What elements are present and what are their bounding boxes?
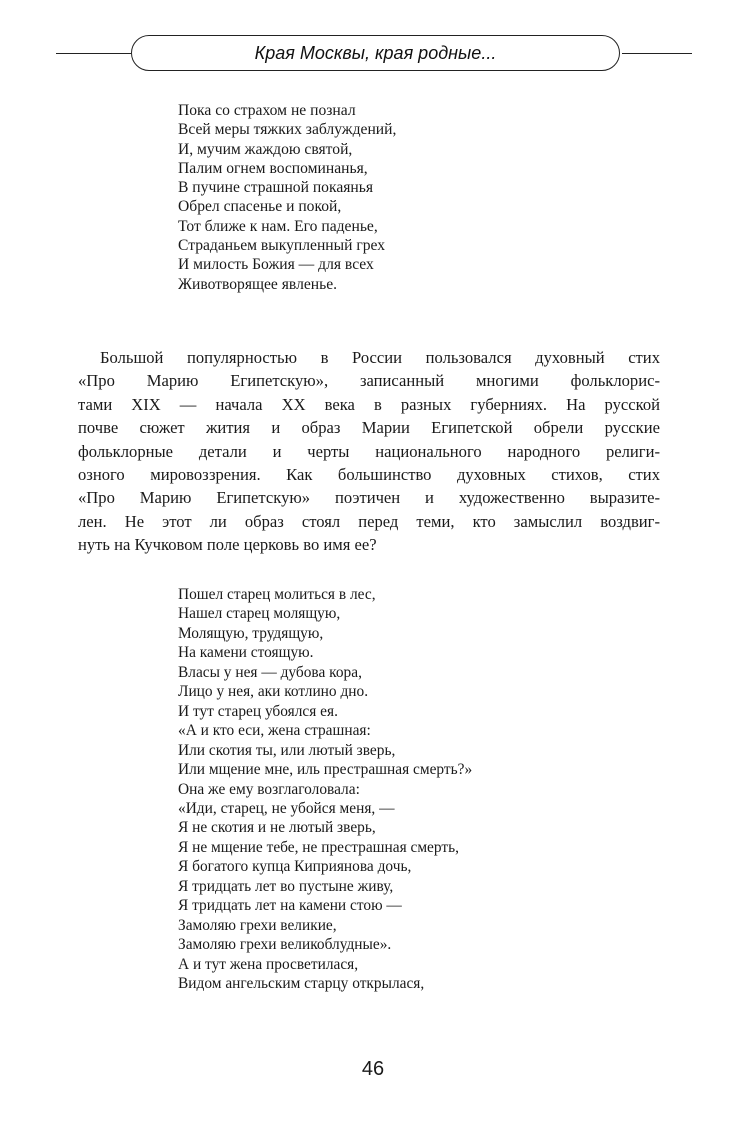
paragraph-line: нуть на Кучковом поле церковь во имя ее? bbox=[78, 535, 377, 555]
poem-stanza-2 bbox=[178, 585, 472, 994]
verse-line: Замоляю грехи великие, bbox=[178, 916, 337, 934]
verse-line: Нашел старец молящую, bbox=[178, 605, 341, 623]
verse-line: Она же ему возглаголовала: bbox=[178, 780, 360, 798]
verse-line: «А и кто еси, жена страшная: bbox=[178, 722, 371, 740]
body-paragraph bbox=[78, 346, 660, 557]
verse-line: Животворящее явленье. bbox=[178, 275, 338, 293]
paragraph-line: Большой популярностью в России пользовался духовный стих bbox=[100, 348, 660, 367]
paragraph-line: лен. Не этот ли образ стоял перед теми, кто замыслил воздвиг- bbox=[78, 511, 660, 531]
paragraph-line: тами XIX — начала XX века в разных губерниях. На русской bbox=[78, 394, 660, 414]
verse-line: Обрел спасенье и покой, bbox=[178, 198, 342, 216]
paragraph-line: почве сюжет жития и образ Марии Египетской обрели русские bbox=[78, 418, 660, 438]
verse-line: Я не мщение тебе, не престрашная смерть, bbox=[178, 838, 459, 856]
running-title: Края Москвы, края родные... bbox=[131, 35, 620, 71]
header-rule-left bbox=[56, 53, 131, 54]
verse-line: И тут старец убоялся ея. bbox=[178, 702, 338, 720]
paragraph-line: «Про Марию Египетскую», записанный многими фольклорис- bbox=[78, 371, 660, 391]
verse-line: Я тридцать лет на камени стою — bbox=[178, 897, 402, 915]
verse-line: Лицо у нея, аки котлино дно. bbox=[178, 683, 369, 701]
verse-line: Я богатого купца Киприянова дочь, bbox=[178, 858, 412, 876]
verse-line: Или скотия ты, или лютый зверь, bbox=[178, 741, 396, 759]
paragraph-line: фольклорные детали и черты национального народного религи- bbox=[78, 441, 660, 461]
verse-line: Замоляю грехи великоблудные». bbox=[178, 936, 392, 954]
paragraph-line: озного мировоззрения. Как большинство духовных стихов, стих bbox=[78, 465, 660, 485]
paragraph-line: «Про Марию Египетскую» поэтичен и художественно выразите- bbox=[78, 488, 660, 508]
verse-line: И, мучим жаждою святой, bbox=[178, 140, 353, 158]
poem-stanza-1 bbox=[178, 101, 396, 294]
header-rule-right bbox=[622, 53, 692, 54]
verse-line: Власы у нея — дубова кора, bbox=[178, 663, 362, 681]
verse-line: А и тут жена просветилася, bbox=[178, 955, 359, 973]
verse-line: Я тридцать лет во пустыне живу, bbox=[178, 877, 394, 895]
verse-line: Или мщение мне, иль престрашная смерть?» bbox=[178, 761, 473, 779]
verse-line: «Иди, старец, не убойся меня, — bbox=[178, 799, 395, 817]
running-header bbox=[56, 33, 692, 75]
verse-line: Палим огнем воспоминанья, bbox=[178, 159, 368, 177]
verse-line: Я не скотия и не лютый зверь, bbox=[178, 819, 376, 837]
verse-line: В пучине страшной покаянья bbox=[178, 179, 374, 197]
page-number: 46 bbox=[361, 1058, 385, 1080]
verse-line: Видом ангельским старцу открылася, bbox=[178, 975, 425, 993]
verse-line: Пока со страхом не познал bbox=[178, 102, 356, 119]
verse-line: Пошел старец молиться в лес, bbox=[178, 586, 376, 603]
verse-line: И милость Божия — для всех bbox=[178, 256, 374, 274]
verse-line: Тот ближе к нам. Его паденье, bbox=[178, 217, 378, 235]
verse-line: Всей меры тяжких заблуждений, bbox=[178, 121, 397, 139]
verse-line: Страданьем выкупленный грех bbox=[178, 237, 386, 255]
verse-line: На камени стоящую. bbox=[178, 644, 314, 662]
verse-line: Молящую, трудящую, bbox=[178, 624, 324, 642]
